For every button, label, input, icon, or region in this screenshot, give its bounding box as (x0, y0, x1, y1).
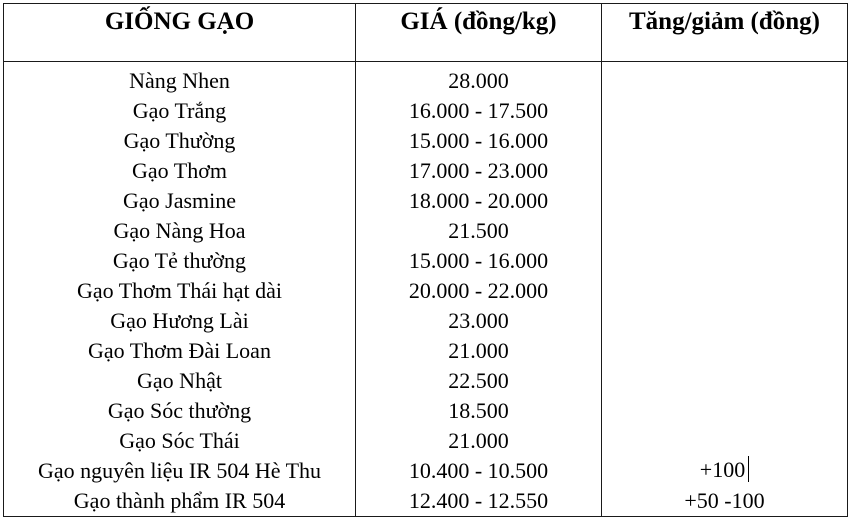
price-cell: 18.500 (356, 396, 602, 426)
price-cell: 20.000 - 22.000 (356, 276, 602, 306)
variety-cell: Gạo Hương Lài (4, 306, 356, 336)
cell-divider-mark (748, 456, 749, 482)
price-cell: 18.000 - 20.000 (356, 186, 602, 216)
change-cell (602, 216, 848, 246)
change-cell (602, 366, 848, 396)
rice-price-table (3, 3, 848, 517)
variety-cell: Gạo Thơm (4, 156, 356, 186)
change-cell (602, 336, 848, 366)
price-cell: 17.000 - 23.000 (356, 156, 602, 186)
price-cell: 22.500 (356, 366, 602, 396)
variety-cell: Gạo Sóc thường (4, 396, 356, 426)
price-cell: 21.000 (356, 336, 602, 366)
change-cell (602, 426, 848, 456)
change-cell (602, 246, 848, 276)
table-row (4, 456, 848, 486)
change-value: +100 (699, 456, 746, 482)
header-row (4, 4, 848, 62)
price-table-sheet (3, 3, 847, 514)
change-cell (602, 186, 848, 216)
table-row (4, 156, 848, 186)
change-cell (602, 126, 848, 156)
table-row (4, 62, 848, 97)
change-cell: +50 -100 (602, 486, 848, 517)
table-row (4, 186, 848, 216)
variety-cell: Gạo Thường (4, 126, 356, 156)
variety-cell: Gạo Thơm Đài Loan (4, 336, 356, 366)
price-cell: 10.400 - 10.500 (356, 456, 602, 486)
price-cell: 21.000 (356, 426, 602, 456)
table-row (4, 216, 848, 246)
variety-cell: Gạo Nàng Hoa (4, 216, 356, 246)
change-cell (602, 396, 848, 426)
table-row (4, 276, 848, 306)
table-row (4, 126, 848, 156)
variety-cell: Gạo Sóc Thái (4, 426, 356, 456)
price-cell: 12.400 - 12.550 (356, 486, 602, 517)
price-cell: 21.500 (356, 216, 602, 246)
price-cell: 15.000 - 16.000 (356, 126, 602, 156)
price-cell: 15.000 - 16.000 (356, 246, 602, 276)
table-row (4, 486, 848, 517)
change-cell (602, 96, 848, 126)
table-row (4, 306, 848, 336)
price-cell: 23.000 (356, 306, 602, 336)
variety-cell: Gạo Nhật (4, 366, 356, 396)
variety-cell: Gạo Trắng (4, 96, 356, 126)
variety-cell: Gạo Tẻ thường (4, 246, 356, 276)
variety-cell: Gạo nguyên liệu IR 504 Hè Thu (4, 456, 356, 486)
variety-cell: Gạo Thơm Thái hạt dài (4, 276, 356, 306)
table-row (4, 426, 848, 456)
change-cell (602, 456, 848, 486)
change-cell (602, 306, 848, 336)
header-change: Tăng/giảm (đồng) (602, 4, 848, 62)
table-row (4, 366, 848, 396)
table-row (4, 396, 848, 426)
header-variety: GIỐNG GẠO (4, 4, 356, 62)
variety-cell: Gạo Jasmine (4, 186, 356, 216)
table-row (4, 246, 848, 276)
change-cell (602, 156, 848, 186)
change-cell (602, 276, 848, 306)
table-row (4, 336, 848, 366)
variety-cell: Nàng Nhen (4, 62, 356, 97)
header-price: GIÁ (đồng/kg) (356, 4, 602, 62)
table-row (4, 96, 848, 126)
price-cell: 16.000 - 17.500 (356, 96, 602, 126)
variety-cell: Gạo thành phẩm IR 504 (4, 486, 356, 517)
change-cell (602, 62, 848, 97)
price-cell: 28.000 (356, 62, 602, 97)
